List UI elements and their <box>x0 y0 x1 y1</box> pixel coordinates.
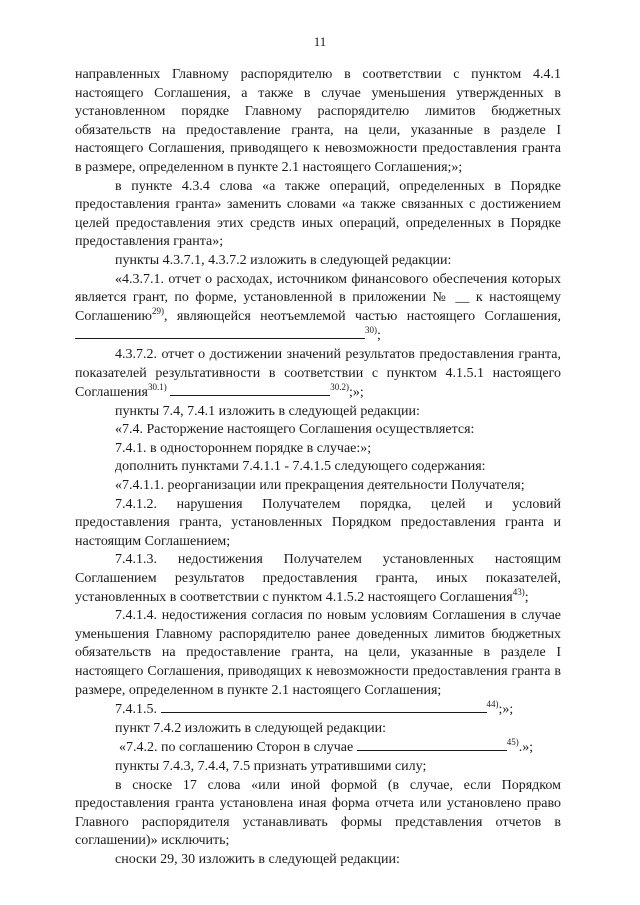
paragraph-1: направленных Главному распорядителю в соответствии с пунктом 4.4.1 настоящего Соглашения, а также в случае уменьшения утвержденных в установленном порядке Главному распорядителю лимитов бюджетных обязательств на предоставление гранта, на цели, указанные в разделе I настоящего Соглашения, приводящего к невозможности предоставления гранта в размере, определенном в пункте 2.1 настоящего Соглашения;»; <box>75 67 561 175</box>
paragraph-15: пункт 7.4.2 изложить в следующей редакции: <box>115 720 386 736</box>
paragraph-16 <box>75 738 561 758</box>
document-body <box>75 66 561 870</box>
paragraph-16-text: «7.4.2. по соглашению Сторон в случае <box>119 740 357 756</box>
paragraph-11: 7.4.1.2. нарушения Получателем порядка, целей и условий предоставления гранта, установленных Порядком предоставления гранта и настоящим Соглашением; <box>75 496 561 549</box>
paragraph-10: «7.4.1.1. реорганизации или прекращения деятельности Получателя; <box>115 478 525 494</box>
paragraph-5-tail: ;»; <box>349 385 364 401</box>
paragraph-7: «7.4. Расторжение настоящего Соглашения осуществляется: <box>115 422 475 438</box>
paragraph-14 <box>75 700 561 720</box>
paragraph-5 <box>75 346 561 403</box>
paragraph-3: пункты 4.3.7.1, 4.3.7.2 изложить в следующей редакции: <box>115 252 452 268</box>
paragraph-14-text: 7.4.1.5. <box>115 702 161 718</box>
blank-line <box>161 700 487 713</box>
blank-line <box>170 383 330 396</box>
paragraph-2: в пункте 4.3.4 слова «а также операций, определенных в Порядке предоставления гранта» заменить словами «а также связанных с достижением целей предоставления этих средств иных операций, определенных в Порядке предоставления гранта»; <box>75 178 561 250</box>
paragraph-4-after: , являющейся неотъемлемой частью настоящего Соглашения, <box>164 308 561 324</box>
paragraph-4 <box>75 271 561 346</box>
page-number: 11 <box>313 34 327 49</box>
paragraph-13: 7.4.1.4. недостижения согласия по новым условиям Соглашения в случае уменьшения Главному распорядителю ранее доведенных лимитов бюджетных обязательств на предоставление гранта, на цели, указанные в разделе I настоящего Соглашения, приводящих к невозможности предоставления гранта в размере, определенном в пункте 2.1 настоящего Соглашения; <box>75 608 561 698</box>
blank-line <box>357 738 507 751</box>
paragraph-6: пункты 7.4, 7.4.1 изложить в следующей редакции: <box>115 403 420 419</box>
paragraph-12 <box>75 551 561 607</box>
footnote-ref: 29) <box>152 305 165 316</box>
paragraph-4-tail: ; <box>377 328 381 344</box>
blank-line <box>75 326 365 339</box>
paragraph-9: дополнить пунктами 7.4.1.1 - 7.4.1.5 следующего содержания: <box>115 459 486 475</box>
footnote-ref: 44) <box>486 699 499 710</box>
footnote-ref: 43) <box>512 586 525 597</box>
paragraph-14-tail: ;»; <box>498 702 514 718</box>
paragraph-17: пункты 7.4.3, 7.4.4, 7.5 признать утратившими силу; <box>115 758 427 774</box>
paragraph-5-text: 4.3.7.2. отчет о достижении значений результатов предоставления гранта, показателей результативности в соответствии с пунктом 4.1.5.1 настоящего Соглашения <box>75 346 561 401</box>
footnote-ref: 30) <box>365 325 377 336</box>
paragraph-8: 7.4.1. в одностороннем порядке в случае:»; <box>115 440 372 456</box>
footnote-ref: 30.1) <box>148 382 167 393</box>
paragraph-12-text: 7.4.1.3. недостижения Получателем установленных настоящим Соглашением результатов предоставления гранта, иных показателей, установленных в соответствии с пунктом 4.1.5.2 настоящего Соглашения <box>75 552 561 605</box>
paragraph-16-tail: .»; <box>518 740 534 756</box>
footnote-ref: 45) <box>506 737 519 748</box>
paragraph-19: сноски 29, 30 изложить в следующей редакции: <box>115 851 400 867</box>
paragraph-4-text: «4.3.7.1. отчет о расходах, источником финансового обеспечения которых является грант, по форме, установленной в приложении № __ к настоящему Соглашению <box>75 271 561 324</box>
paragraph-18: в сноске 17 слова «или иной формой (в случае, если Порядком предоставления гранта установлена иная форма отчета или установлено право Главного распорядителя устанавливать формы представления отчетов в соглашении)» исключить; <box>75 777 561 849</box>
paragraph-12-tail: ; <box>524 589 529 605</box>
footnote-ref: 30.2) <box>330 382 349 393</box>
